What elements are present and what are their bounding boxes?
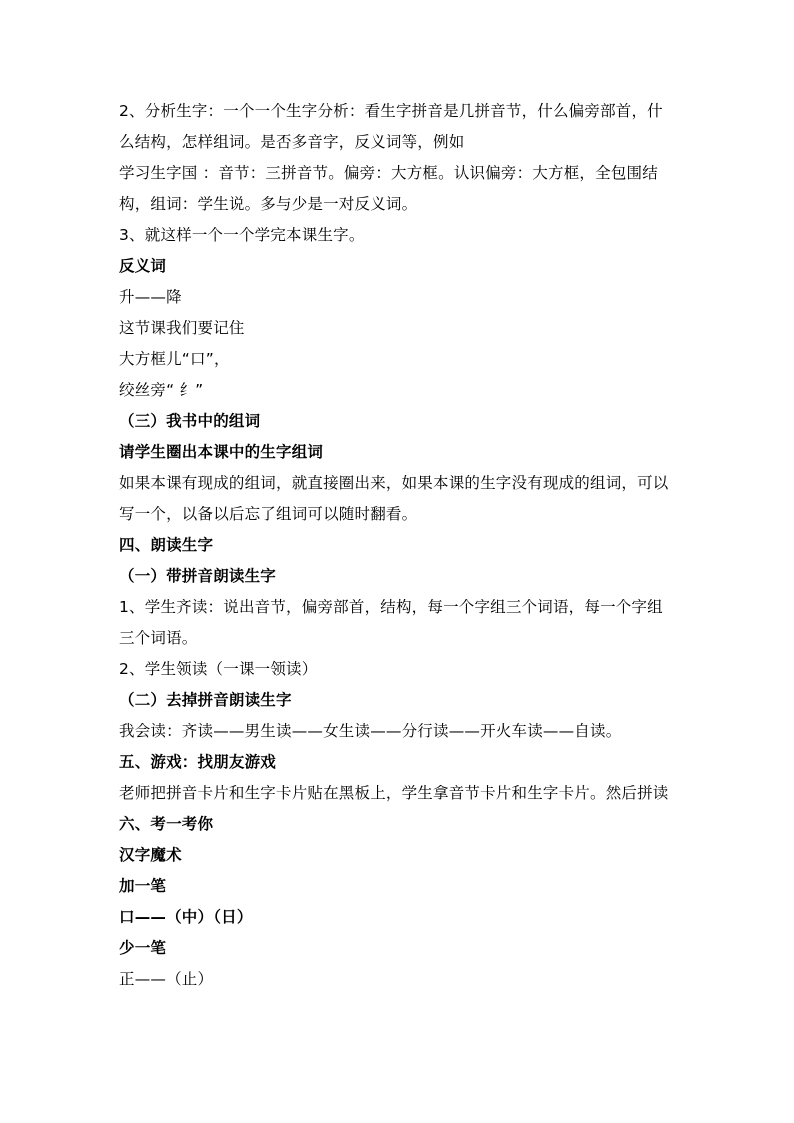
paragraph-line: 构，组词：学生说。多与少是一对反义词。 xyxy=(119,195,418,213)
section-heading: 口——（中）（日） xyxy=(119,908,253,926)
document-body xyxy=(119,96,684,995)
paragraph-line: 老师把拼音卡片和生字卡片贴在黑板上，学生拿音节卡片和生字卡片。然后拼读 xyxy=(119,784,669,802)
section-heading: 六、考一考你 xyxy=(119,815,214,833)
section-heading: （二）去掉拼音朗读生字 xyxy=(119,691,292,709)
paragraph-line: 1、学生齐读：说出音节，偏旁部首，结构，每一个字组三个词语，每一个字组 xyxy=(119,598,663,616)
paragraph-line: 绞丝旁“ 纟” xyxy=(119,381,204,399)
paragraph-line: 写一个，以备以后忘了组词可以随时翻看。 xyxy=(119,505,418,523)
paragraph-line: 大方框儿“口”， xyxy=(119,350,230,368)
paragraph-line: 这节课我们要记住 xyxy=(119,319,245,337)
section-heading: 请学生圈出本课中的生字组词 xyxy=(119,443,324,461)
section-heading: （一）带拼音朗读生字 xyxy=(119,567,277,585)
paragraph-line: 2、分析生字：一个一个生字分析：看生字拼音是几拼音节，什么偏旁部首，什 xyxy=(119,102,663,120)
section-heading: 汉字魔术 xyxy=(119,846,182,864)
section-heading: 加一笔 xyxy=(119,877,167,895)
paragraph-line: 正——（止） xyxy=(119,970,214,988)
paragraph-line: 2、学生领读（一课一领读） xyxy=(119,660,318,678)
paragraph-line: 学习生字国 ：音节：三拼音节。偏旁：大方框。认识偏旁：大方框，全包围结 xyxy=(119,164,658,182)
section-heading: 五、游戏：找朋友游戏 xyxy=(119,753,277,771)
paragraph-line: 三个词语。 xyxy=(119,629,198,647)
paragraph-line: 如果本课有现成的组词，就直接圈出来，如果本课的生字没有现成的组词，可以 xyxy=(119,474,669,492)
paragraph-line: 3、就这样一个一个学完本课生字。 xyxy=(119,226,365,244)
section-heading: 少一笔 xyxy=(119,939,167,957)
section-heading: （三）我书中的组词 xyxy=(119,412,261,430)
paragraph-line: 我会读：齐读——男生读——女生读——分行读——开火车读——自读。 xyxy=(119,722,622,740)
section-heading: 反义词 xyxy=(119,257,167,275)
paragraph-line: 么结构，怎样组词。是否多音字，反义词等，例如 xyxy=(119,133,465,151)
paragraph-line: 升——降 xyxy=(119,288,182,306)
section-heading: 四、朗读生字 xyxy=(119,536,214,554)
